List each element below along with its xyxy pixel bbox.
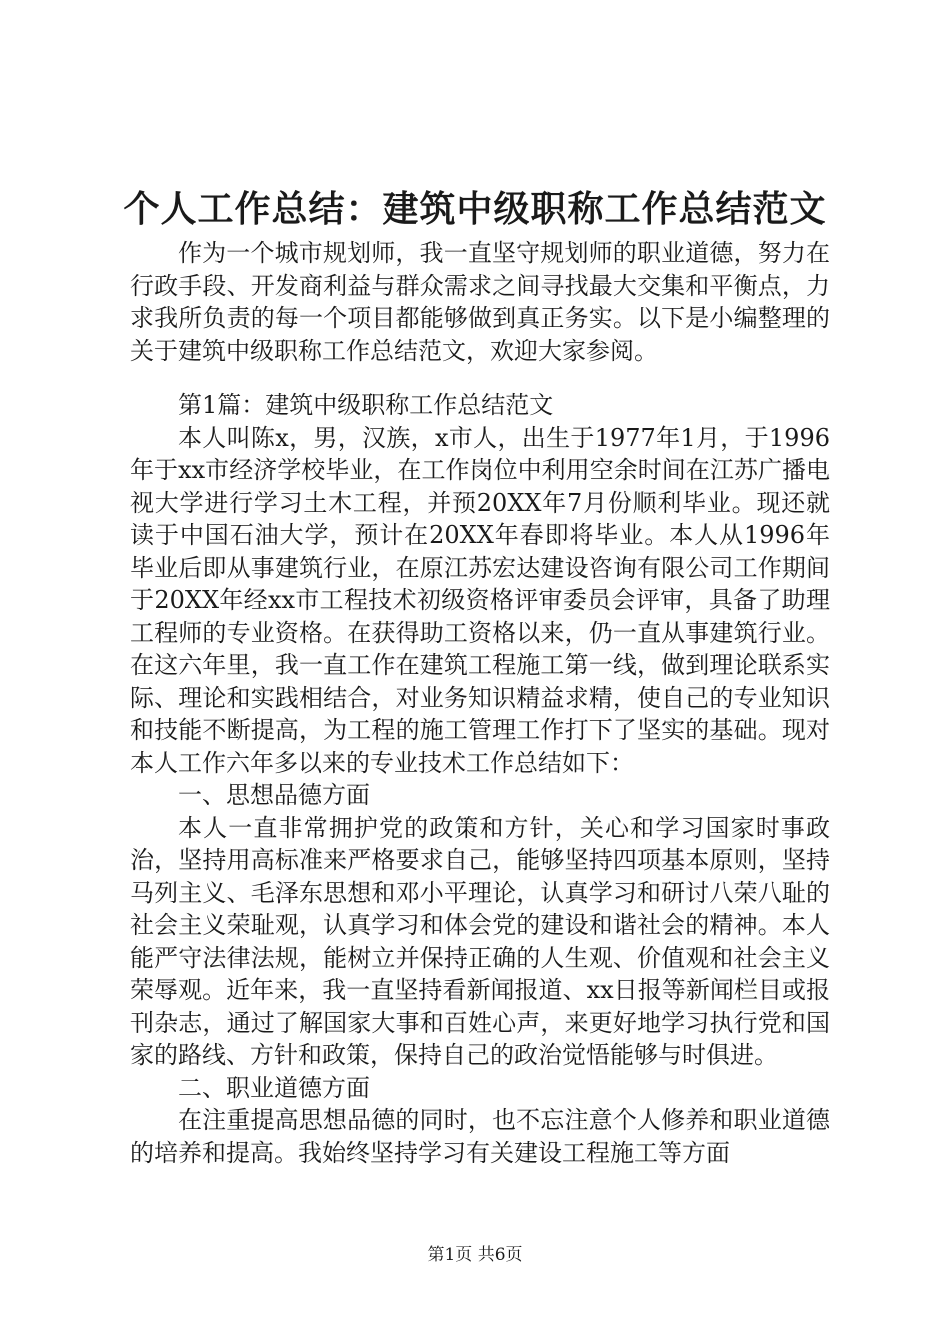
paragraph-personal-background: 本人叫陈x，男，汉族，x市人，出生于1977年1月，于1996年于xx市经济学校毕业，在工作岗位中利用空余时间在江苏广播电视大学进行学习土木工程，并预20XX年7月份顺利毕业。现还就读于中国石油大学，预计在20XX年春即将毕业。本人从1996年毕业后即从事建筑行业，在原江苏宏达建设咨询有限公司工作期间于20XX年经xx市工程技术初级资格评审委员会评审，具备了助理工程师的专业资格。在获得助工资格以来，仍一直从事建筑行业。在这六年里，我一直工作在建筑工程施工第一线，做到理论联系实际、理论和实践相结合，对业务知识精益求精，使自己的专业知识和技能不断提高，为工程的施工管理工作打下了坚实的基础。现对本人工作六年多以来的专业技术工作总结如下：: [130, 423, 830, 777]
section-heading-ethics: 二、职业道德方面: [178, 1073, 370, 1102]
paragraph-ethics: 在注重提高思想品德的同时，也不忘注意个人修养和职业道德的培养和提高。我始终坚持学习有关建设工程施工等方面: [130, 1106, 830, 1167]
intro-paragraph: 作为一个城市规划师，我一直坚守规划师的职业道德，努力在行政手段、开发商利益与群众需求之间寻找最大交集和平衡点，力求我所负责的每一个项目都能够做到真正务实。以下是小编整理的关于建筑中级职称工作总结范文，欢迎大家参阅。: [130, 239, 830, 365]
article-body: [130, 389, 830, 1169]
article-heading: 第1篇：建筑中级职称工作总结范文: [178, 391, 554, 419]
paragraph-ideology: 本人一直非常拥护党的政策和方针，关心和学习国家时事政治，坚持用高标准来严格要求自己，能够坚持四项基本原则，坚持马列主义、毛泽东思想和邓小平理论，认真学习和研讨八荣八耻的社会主义荣耻观，认真学习和体会党的建设和谐社会的精神。本人能严守法律法规，能树立并保持正确的人生观、价值观和社会主义荣辱观。近年来，我一直坚持看新闻报道、xx日报等新闻栏目或报刊杂志，通过了解国家大事和百姓心声，来更好地学习执行党和国家的路线、方针和政策，保持自己的政治觉悟能够与时俱进。: [130, 813, 830, 1069]
page-footer: 第1页 共6页: [427, 1245, 523, 1265]
section-heading-ideology: 一、思想品德方面: [178, 781, 370, 809]
document-title: 个人工作总结：建筑中级职称工作总结范文: [123, 188, 827, 230]
